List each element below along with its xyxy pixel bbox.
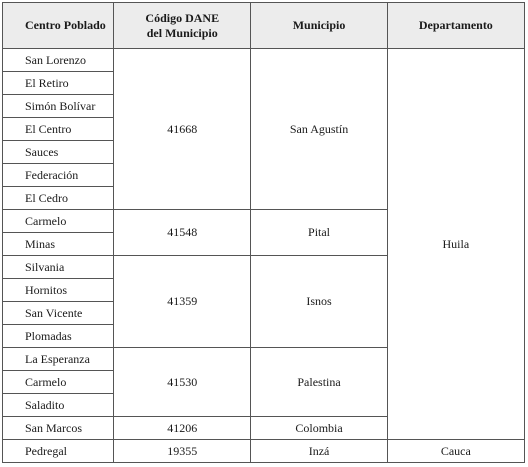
- centro-poblado-cell: El Retiro: [3, 72, 114, 95]
- header-municipio: Municipio: [251, 3, 387, 49]
- header-codigo-line1: Código DANE: [145, 10, 220, 25]
- codigo-cell: 41530: [114, 348, 251, 417]
- departamento-cell: Huila: [387, 49, 524, 440]
- departamento-cell: Cauca: [387, 440, 524, 463]
- centro-poblado-cell: El Cedro: [3, 187, 114, 210]
- header-centro-poblado: Centro Poblado: [3, 3, 114, 49]
- municipio-cell: Inzá: [251, 440, 387, 463]
- centro-poblado-cell: Minas: [3, 233, 114, 256]
- table-row: [3, 49, 525, 72]
- table-header-row: [3, 3, 525, 49]
- municipio-cell: Pital: [251, 210, 387, 256]
- centros-poblados-table: [2, 2, 525, 463]
- codigo-cell: 41206: [114, 417, 251, 440]
- codigo-cell: 19355: [114, 440, 251, 463]
- centro-poblado-cell: Plomadas: [3, 325, 114, 348]
- centro-poblado-cell: Simón Bolívar: [3, 95, 114, 118]
- municipio-cell: Palestina: [251, 348, 387, 417]
- municipio-cell: Colombia: [251, 417, 387, 440]
- centro-poblado-cell: La Esperanza: [3, 348, 114, 371]
- table-row: [3, 440, 525, 463]
- centro-poblado-cell: Pedregal: [3, 440, 114, 463]
- municipio-cell: Isnos: [251, 256, 387, 348]
- header-departamento: Departamento: [387, 3, 524, 49]
- centro-poblado-cell: Carmelo: [3, 210, 114, 233]
- centro-poblado-cell: Sauces: [3, 141, 114, 164]
- centro-poblado-cell: Carmelo: [3, 371, 114, 394]
- centro-poblado-cell: San Lorenzo: [3, 49, 114, 72]
- centro-poblado-cell: San Vicente: [3, 302, 114, 325]
- centro-poblado-cell: Federación: [3, 164, 114, 187]
- centro-poblado-cell: San Marcos: [3, 417, 114, 440]
- header-codigo-dane: [114, 3, 251, 49]
- centro-poblado-cell: Saladito: [3, 394, 114, 417]
- codigo-cell: 41548: [114, 210, 251, 256]
- codigo-cell: 41359: [114, 256, 251, 348]
- centro-poblado-cell: Hornitos: [3, 279, 114, 302]
- centro-poblado-cell: El Centro: [3, 118, 114, 141]
- header-codigo-line2: del Municipio: [146, 25, 218, 40]
- centro-poblado-cell: Silvania: [3, 256, 114, 279]
- codigo-cell: 41668: [114, 49, 251, 210]
- municipio-cell: San Agustín: [251, 49, 387, 210]
